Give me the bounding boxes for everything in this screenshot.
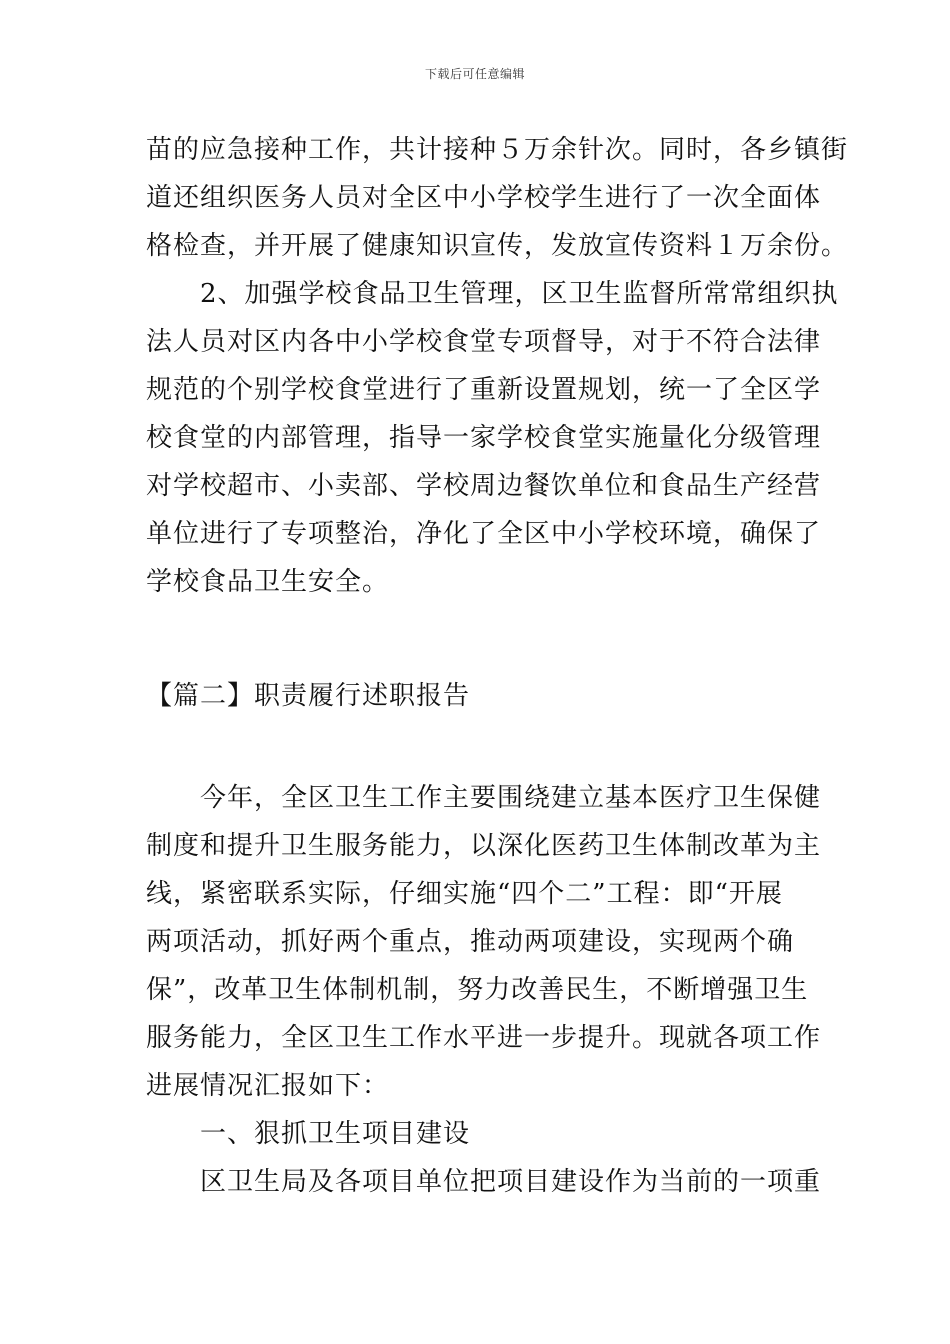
text-line: 校食堂的内部管理，指导一家学校食堂实施量化分级管理 xyxy=(146,423,822,453)
text-line: 单位进行了专项整治，净化了全区中小学校环境，确保了 xyxy=(146,519,822,549)
text-line: 线，紧密联系实际，仔细实施“四个二”工程：即“开展 xyxy=(146,879,783,909)
text-line: 2、加强学校食品卫生管理，区卫生监督所常常组织执 xyxy=(146,279,839,309)
section-title: 【篇二】职责履行述职报告 xyxy=(146,681,471,711)
text-line: 区卫生局及各项目单位把项目建设作为当前的一项重 xyxy=(146,1167,822,1197)
text-line: 规范的个别学校食堂进行了重新设置规划，统一了全区学 xyxy=(146,375,822,405)
section-heading xyxy=(146,672,806,720)
text-line: 进展情况汇报如下： xyxy=(146,1071,390,1101)
page-header: 下载后可任意编辑 xyxy=(424,67,525,81)
text-line: 今年，全区卫生工作主要围绕建立基本医疗卫生保健 xyxy=(146,783,822,813)
text-line: 两项活动，抓好两个重点，推动两项建设，实现两个确 xyxy=(146,927,795,957)
text-line: 学校食品卫生安全。 xyxy=(146,567,390,597)
text-line: 苗的应急接种工作，共计接种５万余针次。同时，各乡镇街 xyxy=(146,135,849,165)
text-line: 制度和提升卫生服务能力，以深化医药卫生体制改革为主 xyxy=(146,831,822,861)
text-line: 对学校超市、小卖部、学校周边餐饮单位和食品生产经营 xyxy=(146,471,822,501)
text-line: 保”，改革卫生体制机制，努力改善民生，不断增强卫生 xyxy=(146,975,809,1005)
body-section-1 xyxy=(146,126,849,606)
subsection-heading: 一、狠抓卫生项目建设 xyxy=(146,1119,471,1149)
body-section-2 xyxy=(146,774,822,1206)
text-line: 服务能力，全区卫生工作水平进一步提升。现就各项工作 xyxy=(146,1023,822,1053)
text-line: 法人员对区内各中小学校食堂专项督导，对于不符合法律 xyxy=(146,327,822,357)
text-line: 道还组织医务人员对全区中小学校学生进行了一次全面体 xyxy=(146,183,822,213)
text-line: 格检查，并开展了健康知识宣传，发放宣传资料１万余份。 xyxy=(146,231,849,261)
